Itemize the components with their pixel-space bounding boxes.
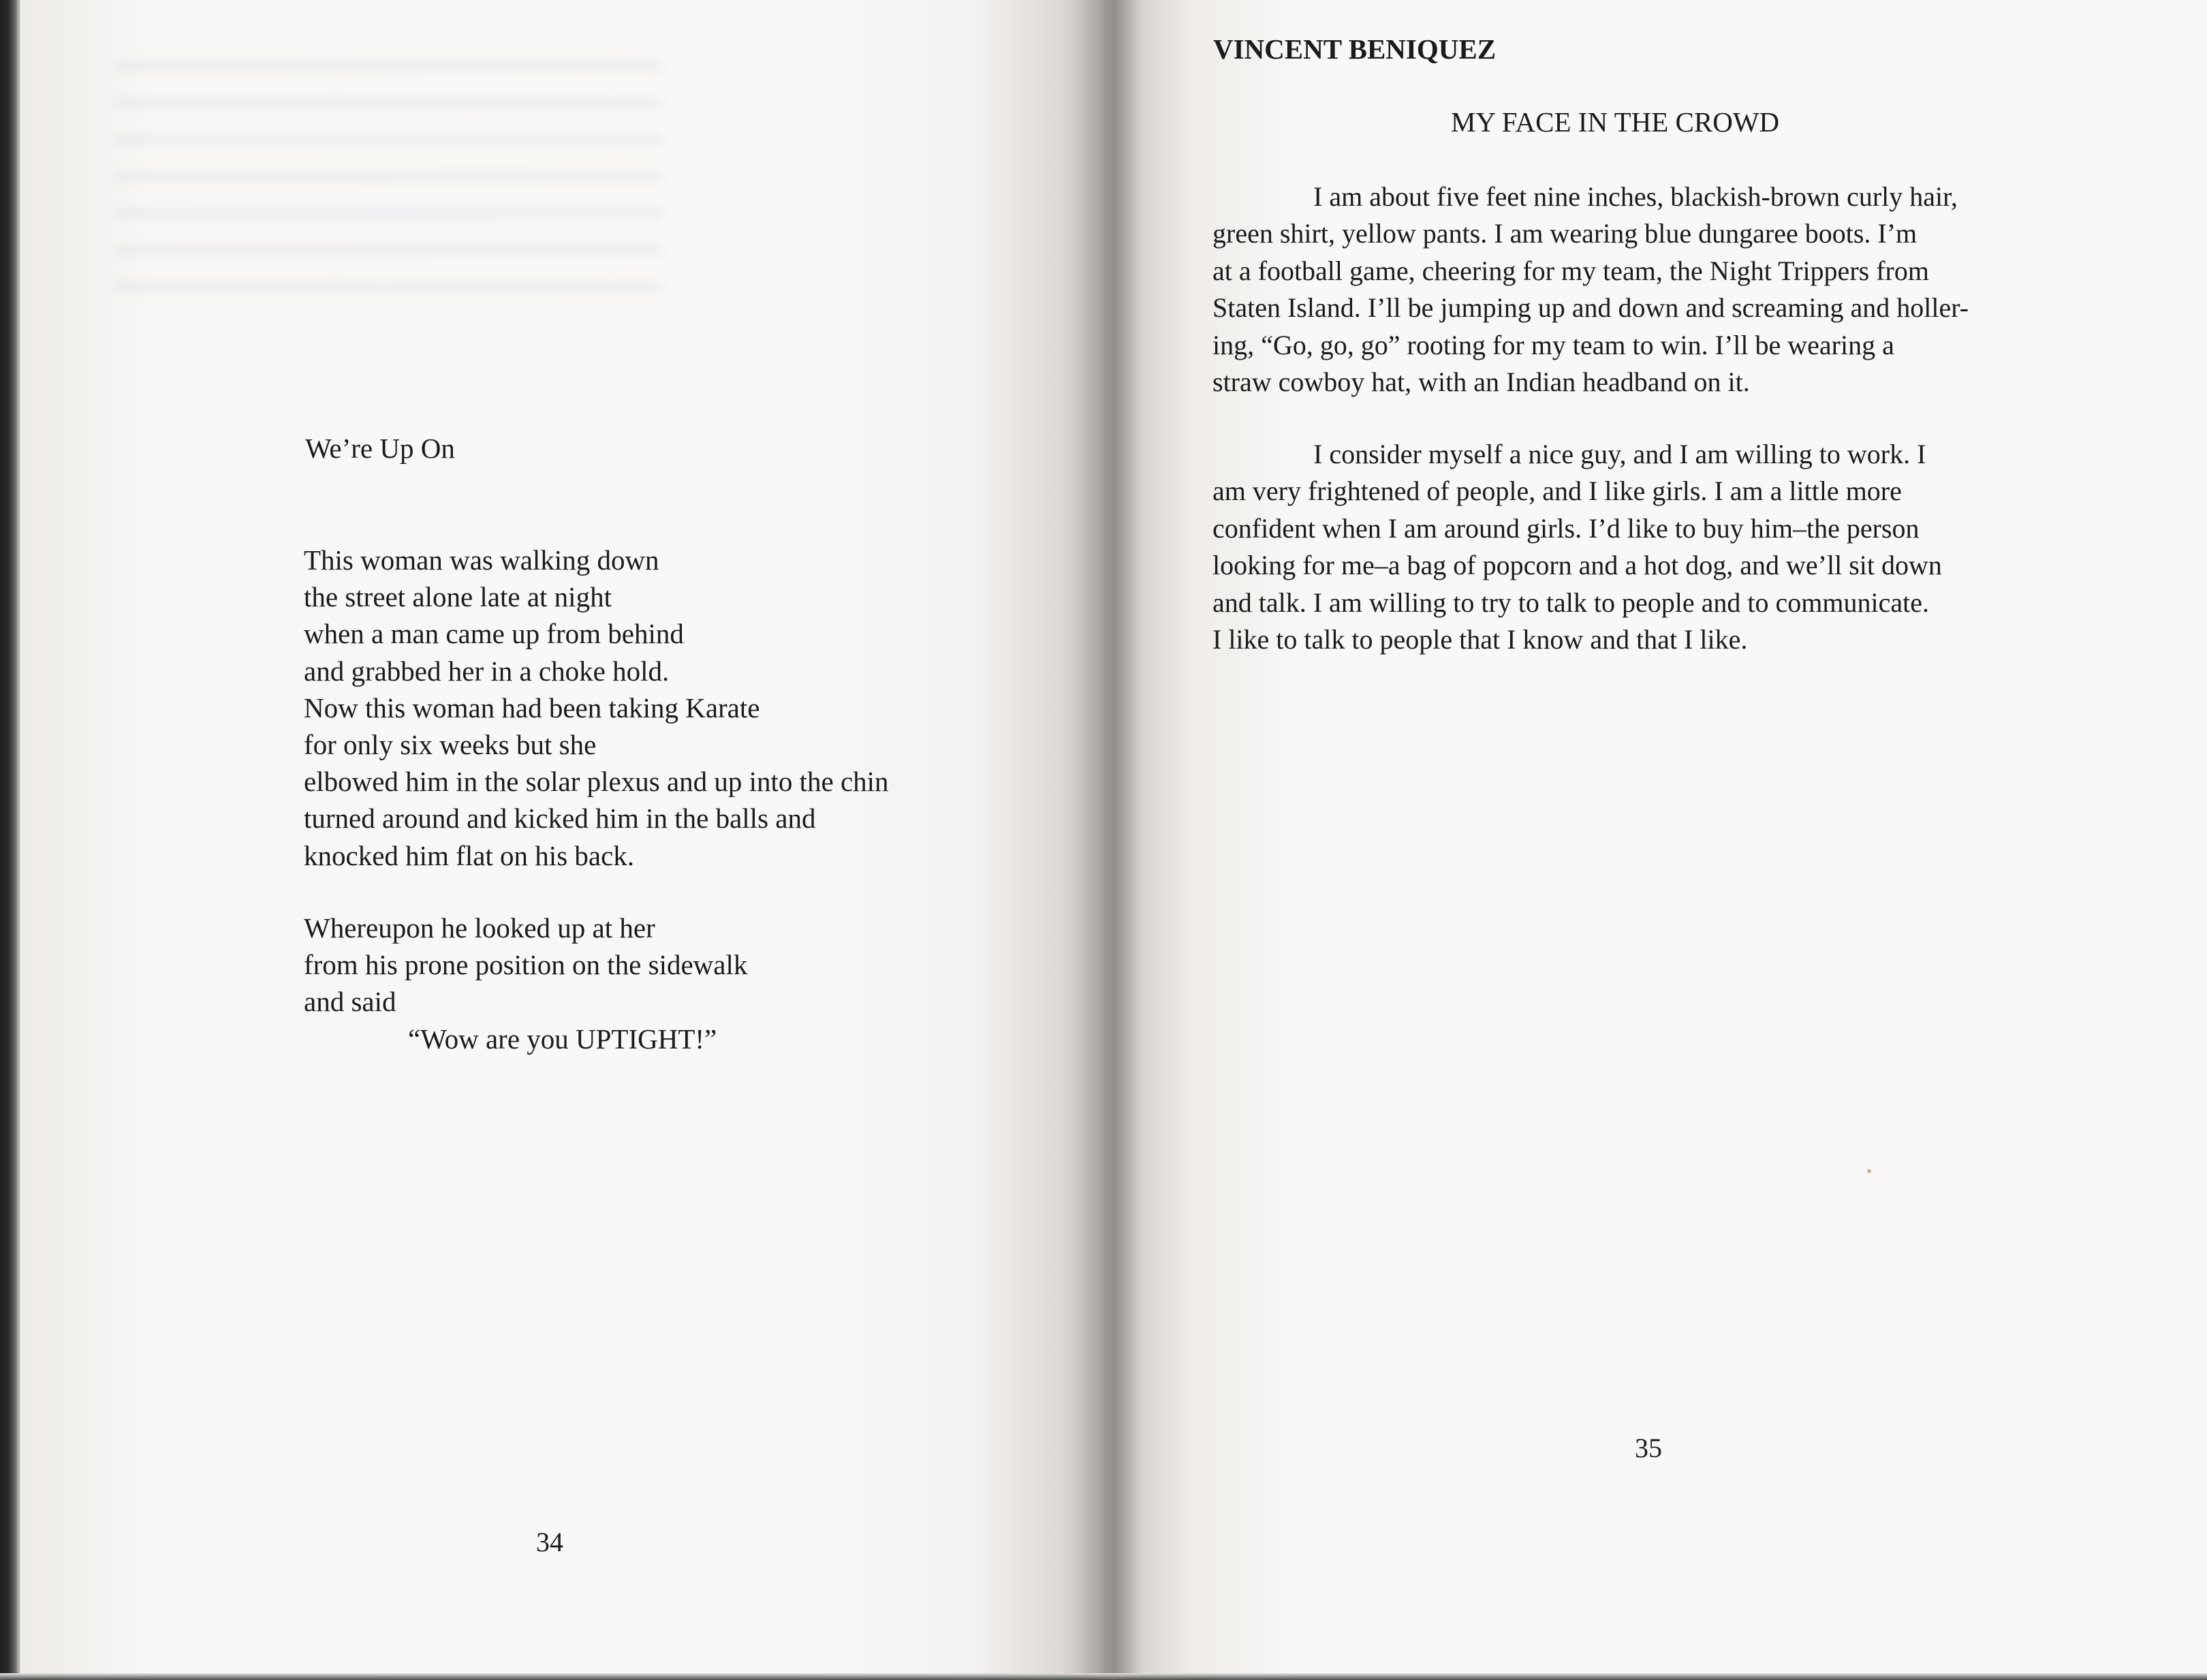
paragraph-line: and talk. I am willing to try to talk to people and to communicate. — [1212, 587, 1929, 618]
poem-stanza-1 — [304, 542, 889, 874]
paragraph-line: Staten Island. I’ll be jumping up and down and screaming and holler- — [1212, 292, 1969, 324]
paragraph-line: I am about five feet nine inches, blackish-brown curly hair, — [1313, 181, 1958, 212]
essay-title: MY FACE IN THE CROWD — [1451, 106, 1780, 138]
paragraph-line: ing, “Go, go, go” rooting for my team to win. I’ll be wearing a — [1212, 329, 1894, 360]
paragraph-line: am very frightened of people, and I like girls. I am a little more — [1212, 476, 1902, 507]
page-bottom-edge — [0, 1673, 2207, 1680]
page-number-left: 34 — [536, 1527, 563, 1557]
poem-stanza-2 — [304, 909, 747, 1057]
paragraph-line: straw cowboy hat, with an Indian headband on it. — [1212, 367, 1750, 398]
poem-line: knocked him flat on his back. — [304, 839, 635, 871]
poem-title: We’re Up On — [305, 433, 455, 464]
poem-line: This woman was walking down — [304, 544, 659, 576]
poem-line: and grabbed her in a choke hold. — [304, 655, 670, 687]
book-cover-edge — [0, 0, 20, 1680]
paragraph-1 — [1212, 178, 2139, 401]
paragraph-line: looking for me–a bag of popcorn and a hot dog, and we’ll sit down — [1212, 550, 1942, 581]
poem-line: Whereupon he looked up at her — [304, 912, 655, 944]
paragraph-2 — [1212, 436, 2139, 658]
poem-line: for only six weeks but she — [304, 729, 597, 761]
paragraph-line: at a football game, cheering for my team, the Night Trippers from — [1212, 255, 1929, 286]
paragraph-line: I consider myself a nice guy, and I am willing to work. I — [1313, 439, 1926, 469]
paragraph-line: I like to talk to people that I know and that I like. — [1212, 624, 1748, 655]
poem-line: when a man came up from behind — [304, 618, 684, 650]
paragraph-line: confident when I am around girls. I’d like to buy him–the person — [1212, 512, 1920, 544]
poem-line: Now this woman had been taking Karate — [304, 691, 760, 724]
paragraph-line: green shirt, yellow pants. I am wearing blue dungaree boots. I’m — [1212, 218, 1918, 249]
poem-line: and said — [304, 986, 396, 1018]
poem-line: the street alone late at night — [304, 581, 612, 613]
poem-line: turned around and kicked him in the balls and — [304, 803, 816, 835]
poem-line: from his prone position on the sidewalk — [304, 949, 748, 981]
book-gutter — [1076, 0, 1144, 1673]
poem-line: elbowed him in the solar plexus and up into the chin — [304, 766, 889, 798]
page-number-right: 35 — [1635, 1433, 1662, 1463]
author-name: VINCENT BENIQUEZ — [1213, 33, 1497, 65]
poem-line-quote: “Wow are you UPTIGHT!” — [408, 1023, 717, 1055]
show-through-text — [116, 41, 661, 313]
paper-speck — [1867, 1169, 1871, 1173]
